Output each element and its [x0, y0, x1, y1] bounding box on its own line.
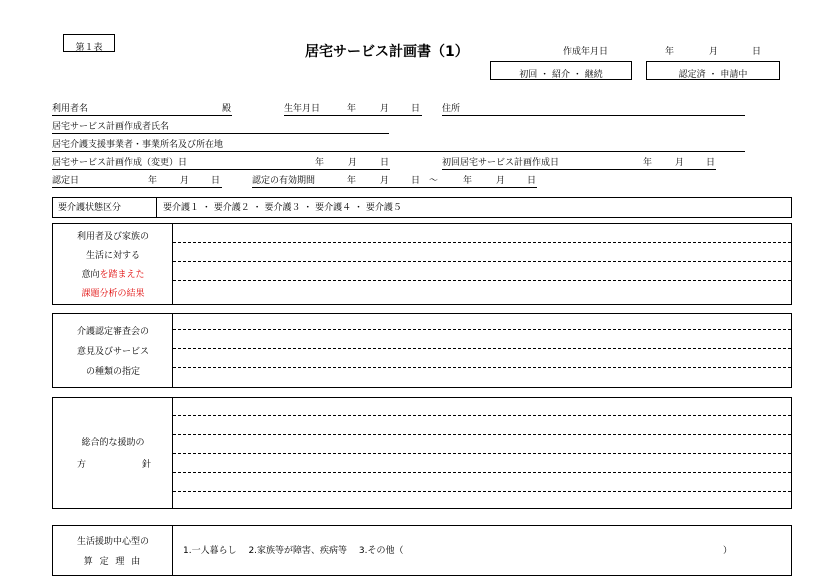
honorific-label: 殿: [222, 104, 232, 114]
period-start-day: 日: [411, 176, 421, 186]
life-support-close-paren: ）: [723, 546, 733, 556]
cert-day: 日: [211, 176, 221, 186]
intent-input[interactable]: [173, 224, 791, 304]
life-support-label-2: 算 定 理 由: [83, 557, 143, 567]
plan-created-day: 日: [380, 158, 390, 168]
page-title: 居宅サービス計画書（1）: [305, 44, 469, 60]
intent-label-3: 意向を踏まえた: [81, 270, 145, 280]
policy-input[interactable]: [173, 398, 791, 508]
committee-label-1: 介護認定審査会の: [76, 327, 149, 337]
period-start-year: 年: [347, 176, 357, 186]
period-end-year: 年: [463, 176, 473, 186]
period-end-day: 日: [527, 176, 537, 186]
plan-created-line[interactable]: [52, 169, 390, 170]
created-year-label: 年: [665, 47, 675, 57]
plan-created-year: 年: [315, 158, 325, 168]
intent-label-cell: [53, 224, 173, 304]
first-plan-month: 月: [675, 158, 685, 168]
cert-period-line[interactable]: [252, 187, 537, 188]
plan-created-month: 月: [348, 158, 358, 168]
intent-label-1: 利用者及び家族の: [76, 232, 149, 242]
care-level-label-cell: [53, 198, 157, 217]
first-plan-day: 日: [706, 158, 716, 168]
birth-month-label: 月: [380, 104, 390, 114]
committee-section: [52, 313, 792, 388]
cert-date-line[interactable]: [52, 187, 222, 188]
committee-input[interactable]: [173, 314, 791, 387]
user-name-line[interactable]: [52, 115, 232, 116]
birth-day-label: 日: [411, 104, 421, 114]
first-plan-year: 年: [643, 158, 653, 168]
cert-status-box[interactable]: [646, 61, 780, 80]
plan-type-options: 初回 ・ 紹介 ・ 継続: [519, 70, 603, 80]
cert-month: 月: [180, 176, 190, 186]
created-month-label: 月: [709, 47, 719, 57]
address-label: 住所: [442, 104, 461, 114]
cert-status-options: 認定済 ・ 申請中: [678, 70, 748, 80]
cert-period-label: 認定の有効期間: [252, 176, 316, 186]
cert-year: 年: [148, 176, 158, 186]
policy-label-2a: 方: [77, 460, 87, 470]
life-support-label-cell: [53, 526, 173, 575]
planner-name-label: 居宅サービス計画作成者氏名: [52, 122, 170, 132]
provider-line[interactable]: [52, 151, 745, 152]
policy-label-cell: [53, 398, 173, 508]
policy-label-1: 総合的な援助の: [81, 438, 145, 448]
intent-label-4: 課題分析の結果: [81, 289, 145, 299]
care-level-label: 要介護状態区分: [58, 203, 122, 213]
birth-date-line[interactable]: [284, 115, 422, 116]
period-end-month: 月: [496, 176, 506, 186]
planner-name-line[interactable]: [52, 133, 389, 134]
created-day-label: 日: [752, 47, 762, 57]
birth-year-label: 年: [347, 104, 357, 114]
period-start-month: 月: [380, 176, 390, 186]
created-date-label: 作成年月日: [563, 47, 609, 57]
address-line[interactable]: [442, 115, 745, 116]
sheet-number-box: [63, 34, 115, 52]
committee-label-cell: [53, 314, 173, 387]
life-support-section: [52, 525, 792, 576]
provider-label: 居宅介護支援事業者・事業所名及び所在地: [52, 140, 224, 150]
sheet-number: 第１表: [75, 43, 103, 53]
cert-date-label: 認定日: [52, 176, 80, 186]
life-support-reasons[interactable]: 1.一人暮らし 2.家族等が障害、疾病等 3.その他（: [183, 546, 404, 556]
intent-label-2: 生活に対する: [85, 251, 140, 261]
care-level-row: [52, 197, 792, 218]
period-tilde: ～: [429, 176, 439, 186]
committee-label-3: の種類の指定: [85, 367, 140, 377]
life-support-label-1: 生活援助中心型の: [76, 537, 149, 547]
committee-label-2: 意見及びサービス: [76, 347, 149, 357]
first-plan-line[interactable]: [442, 169, 716, 170]
plan-created-label: 居宅サービス計画作成（変更）日: [52, 158, 188, 168]
care-level-options[interactable]: 要介護１ ・ 要介護２ ・ 要介護３ ・ 要介護４ ・ 要介護５: [163, 203, 402, 213]
first-plan-label: 初回居宅サービス計画作成日: [442, 158, 560, 168]
plan-type-box[interactable]: [490, 61, 632, 80]
birth-date-label: 生年月日: [284, 104, 321, 114]
policy-section: [52, 397, 792, 509]
user-name-label: 利用者名: [52, 104, 89, 114]
intent-section: [52, 223, 792, 305]
policy-label-2b: 針: [142, 460, 152, 470]
